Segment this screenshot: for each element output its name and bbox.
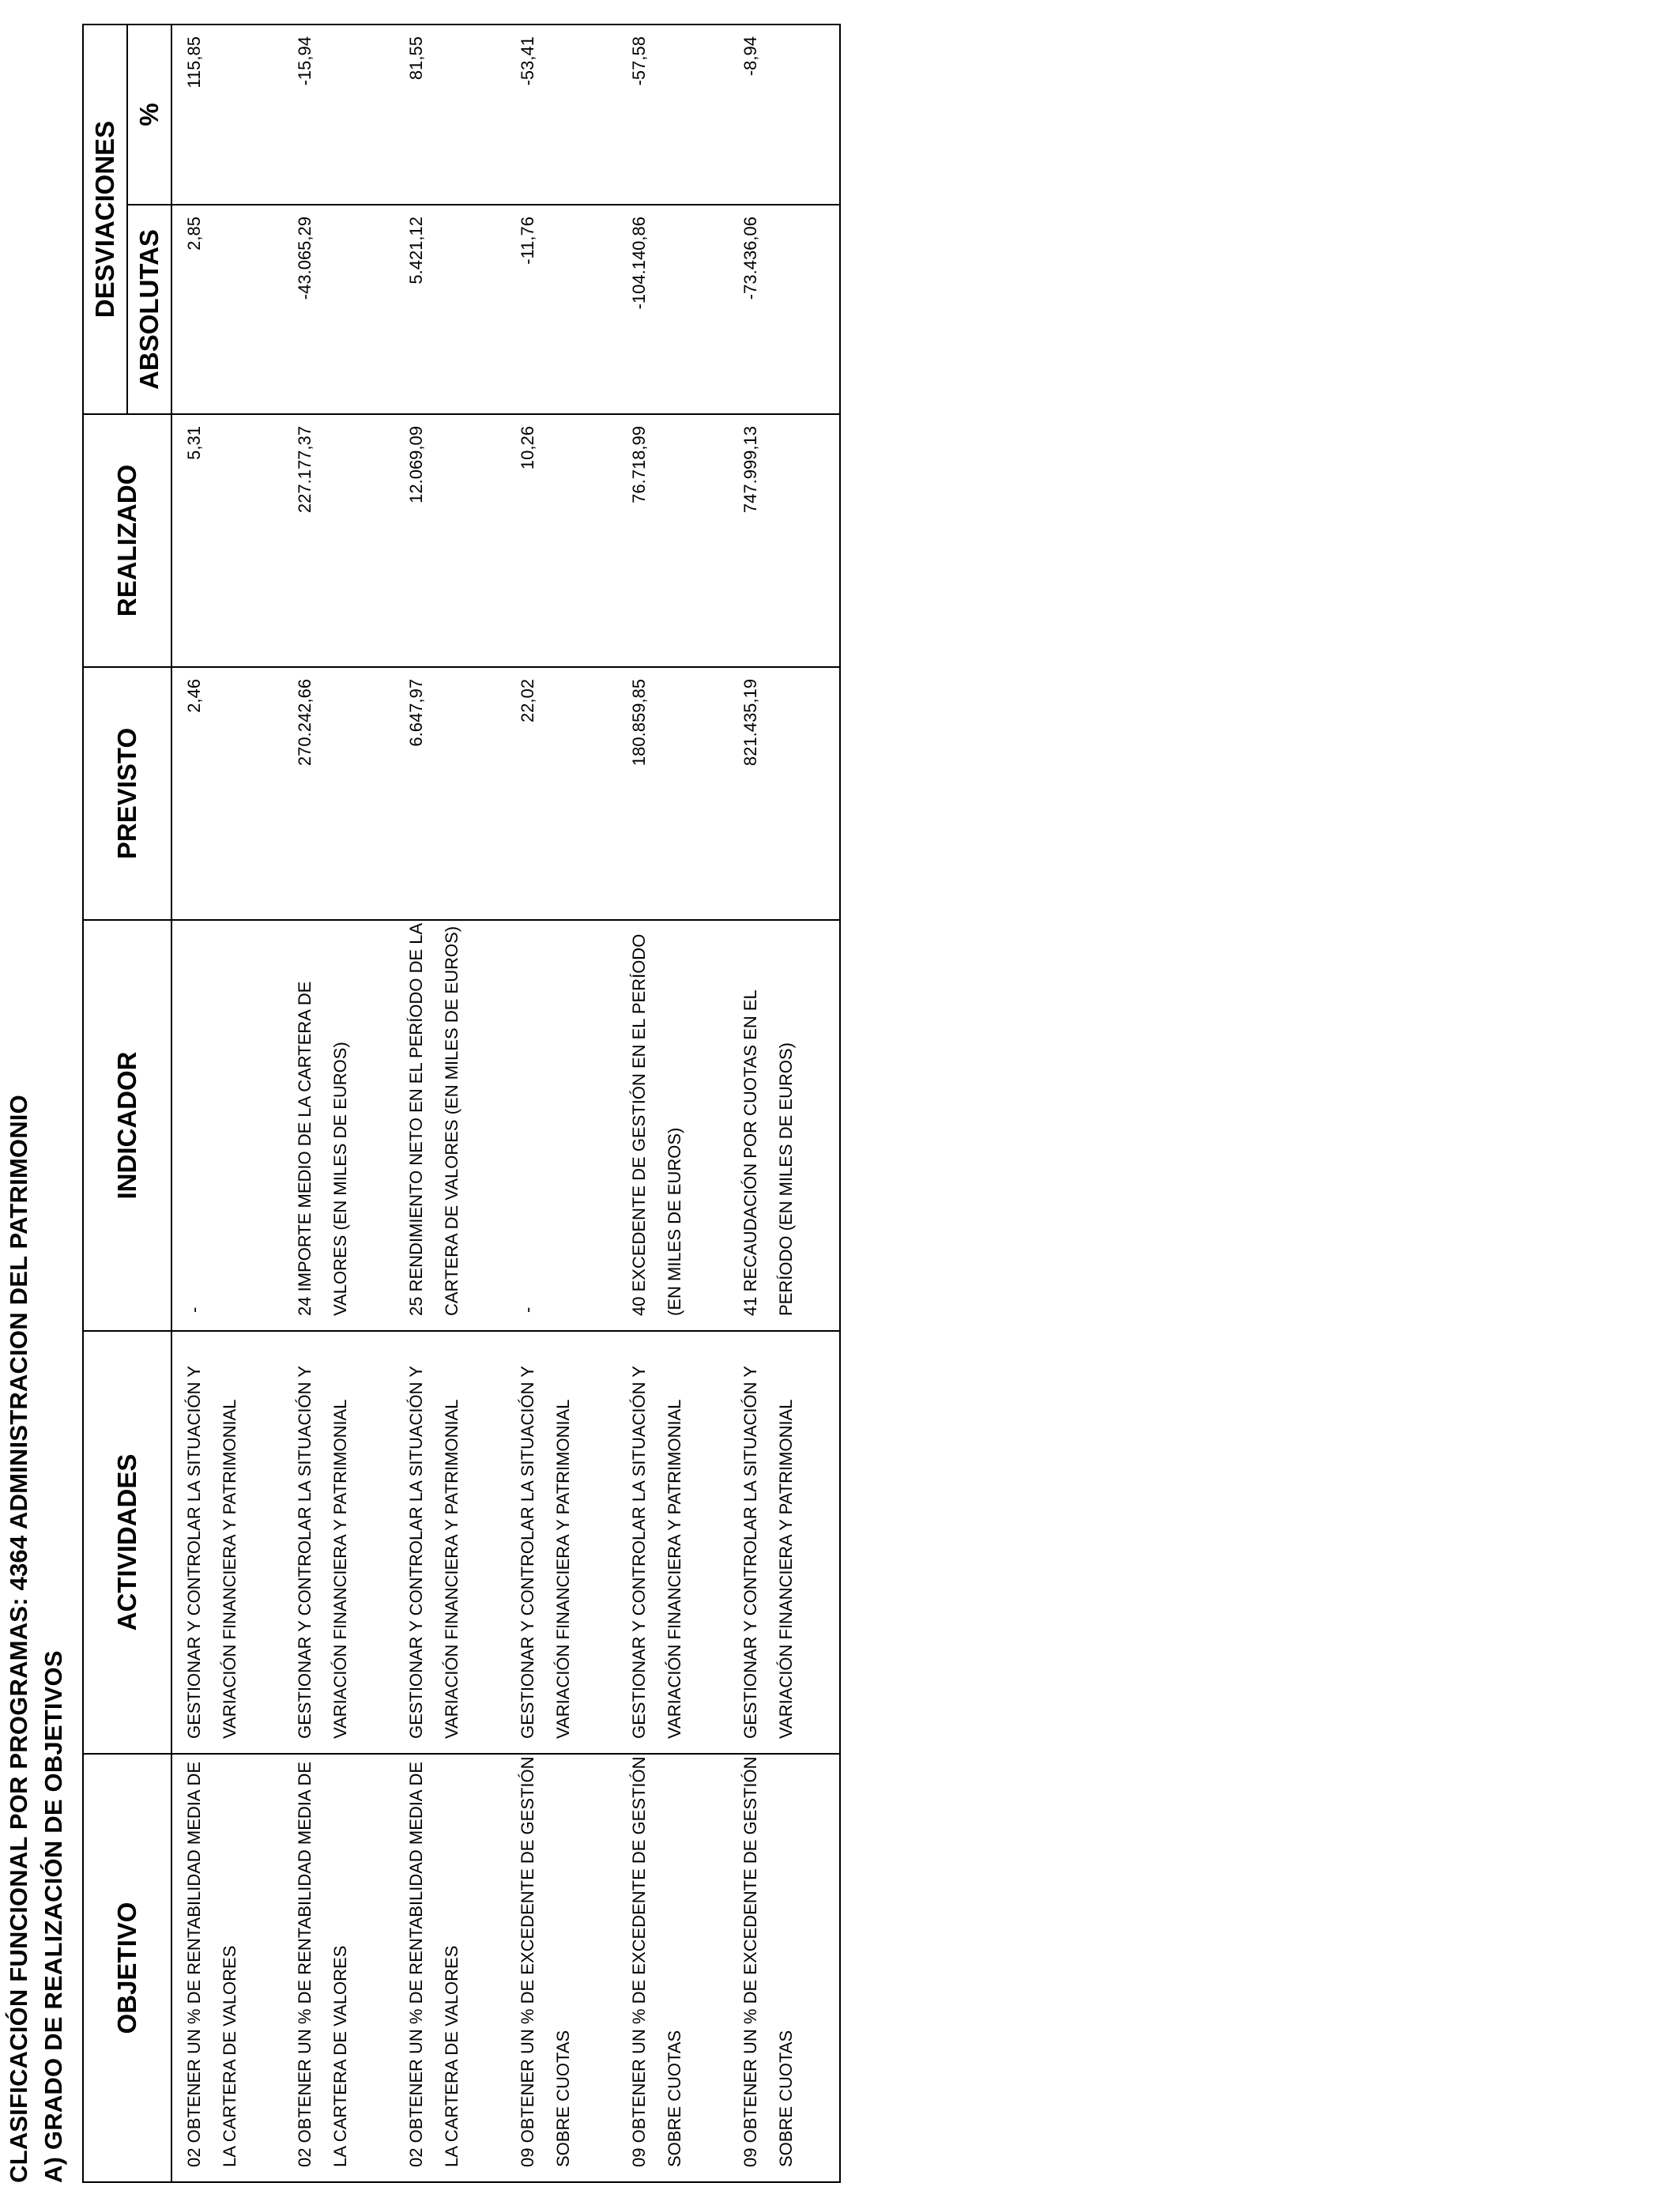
cell-realizado	[506, 414, 617, 667]
table-row	[394, 25, 506, 2182]
indicador-text: -	[518, 1306, 537, 1313]
realizado-value: 5,31	[184, 426, 204, 460]
cell-previsto	[171, 667, 283, 920]
cell-realizado	[171, 414, 283, 667]
cell-objetivo	[283, 1754, 394, 2182]
indicador-text: -	[184, 1306, 204, 1313]
cell-objetivo	[617, 1754, 729, 2182]
cell-realizado	[394, 414, 506, 667]
cell-indicador	[283, 920, 394, 1331]
header-absolutas: ABSOLUTAS	[127, 205, 171, 414]
cell-indicador	[506, 920, 617, 1331]
absolutas-value: -43.065,29	[295, 217, 315, 300]
indicador-text: 24 IMPORTE MEDIO DE LA CARTERA DE VALORES (EN MILES DE EUROS)	[295, 981, 350, 1316]
porcentaje-value: -15,94	[295, 36, 315, 86]
cell-actividades	[506, 1331, 617, 1754]
cell-actividades	[617, 1331, 729, 1754]
realizado-value: 227.177,37	[295, 426, 315, 514]
actividades-text: GESTIONAR Y CONTROLAR LA SITUACIÓN Y VARIACIÓN FINANCIERA Y PATRIMONIAL	[406, 1366, 461, 1739]
table-row	[171, 25, 283, 2182]
document-subtitle: A) GRADO DE REALIZACIÓN DE OBJETIVOS	[40, 1650, 67, 2183]
cell-absolutas	[171, 205, 283, 414]
absolutas-value: -11,76	[518, 217, 537, 265]
cell-previsto	[617, 667, 729, 920]
indicador-text: 40 EXCEDENTE DE GESTIÓN EN EL PERÍODO (EN MILES DE EUROS)	[629, 933, 684, 1316]
porcentaje-value: -53,41	[518, 36, 537, 86]
cell-absolutas	[617, 205, 729, 414]
actividades-text: GESTIONAR Y CONTROLAR LA SITUACIÓN Y VARIACIÓN FINANCIERA Y PATRIMONIAL	[518, 1366, 573, 1739]
table-row	[283, 25, 394, 2182]
cell-actividades	[283, 1331, 394, 1754]
cell-porcentaje	[617, 25, 729, 205]
cell-objetivo	[394, 1754, 506, 2182]
cell-absolutas	[283, 205, 394, 414]
cell-realizado	[729, 414, 840, 667]
table-row	[506, 25, 617, 2182]
realizado-value: 12.069,09	[406, 426, 426, 503]
porcentaje-value: -8,94	[740, 36, 760, 77]
previsto-value: 180.859,85	[629, 679, 649, 767]
objetivo-text: 02 OBTENER UN % DE RENTABILIDAD MEDIA DE LA CARTERA DE VALORES	[406, 1761, 461, 2167]
porcentaje-value: 115,85	[184, 36, 204, 89]
realizado-value: 747.999,13	[740, 426, 760, 514]
actividades-text: GESTIONAR Y CONTROLAR LA SITUACIÓN Y VARIACIÓN FINANCIERA Y PATRIMONIAL	[740, 1366, 796, 1739]
cell-objetivo	[729, 1754, 840, 2182]
absolutas-value: 2,85	[184, 217, 204, 251]
cell-realizado	[617, 414, 729, 667]
realizado-value: 10,26	[518, 426, 537, 470]
previsto-value: 2,46	[184, 679, 204, 713]
cell-porcentaje	[171, 25, 283, 205]
cell-objetivo	[171, 1754, 283, 2182]
header-desviaciones: DESVIACIONES	[83, 25, 127, 414]
previsto-value: 22,02	[518, 679, 537, 723]
cell-porcentaje	[283, 25, 394, 205]
realizado-value: 76.718,99	[629, 426, 649, 503]
previsto-value: 821.435,19	[740, 679, 760, 767]
cell-porcentaje	[394, 25, 506, 205]
porcentaje-value: -57,58	[629, 36, 649, 86]
objetivo-text: 09 OBTENER UN % DE EXCEDENTE DE GESTIÓN SOBRE CUOTAS	[740, 1756, 796, 2167]
cell-indicador	[394, 920, 506, 1331]
cell-actividades	[394, 1331, 506, 1754]
header-realizado: REALIZADO	[83, 414, 171, 667]
table-body	[171, 25, 840, 2182]
absolutas-value: -104.140,86	[629, 217, 649, 310]
actividades-text: GESTIONAR Y CONTROLAR LA SITUACIÓN Y VARIACIÓN FINANCIERA Y PATRIMONIAL	[184, 1366, 239, 1739]
header-previsto: PREVISTO	[83, 667, 171, 920]
table-row	[617, 25, 729, 2182]
cell-previsto	[283, 667, 394, 920]
document-title: CLASIFICACIÓN FUNCIONAL POR PROGRAMAS: 4364 ADMINISTRACION DEL PATRIMONIO	[5, 1095, 32, 2183]
table-row	[729, 25, 840, 2182]
cell-indicador	[171, 920, 283, 1331]
actividades-text: GESTIONAR Y CONTROLAR LA SITUACIÓN Y VARIACIÓN FINANCIERA Y PATRIMONIAL	[295, 1366, 350, 1739]
cell-previsto	[506, 667, 617, 920]
cell-actividades	[729, 1331, 840, 1754]
cell-porcentaje	[729, 25, 840, 205]
objetivo-text: 02 OBTENER UN % DE RENTABILIDAD MEDIA DE LA CARTERA DE VALORES	[184, 1761, 239, 2167]
indicador-text: 25 RENDIMIENTO NETO EN EL PERÍODO DE LA CARTERA DE VALORES (EN MILES DE EUROS)	[406, 924, 461, 1316]
previsto-value: 6.647,97	[406, 679, 426, 747]
absolutas-value: 5.421,12	[406, 217, 426, 285]
cell-objetivo	[506, 1754, 617, 2182]
header-indicador: INDICADOR	[83, 920, 171, 1331]
cell-actividades	[171, 1331, 283, 1754]
cell-indicador	[617, 920, 729, 1331]
indicador-text: 41 RECAUDACIÓN POR CUOTAS EN EL PERÍODO (EN MILES DE EUROS)	[740, 990, 796, 1316]
header-objetivo: OBJETIVO	[83, 1754, 171, 2182]
porcentaje-value: 81,55	[406, 36, 426, 81]
cell-previsto	[729, 667, 840, 920]
cell-indicador	[729, 920, 840, 1331]
objetivo-text: 02 OBTENER UN % DE RENTABILIDAD MEDIA DE LA CARTERA DE VALORES	[295, 1761, 350, 2167]
objetivo-text: 09 OBTENER UN % DE EXCEDENTE DE GESTIÓN SOBRE CUOTAS	[629, 1756, 684, 2167]
objectives-table	[82, 24, 841, 2183]
cell-absolutas	[394, 205, 506, 414]
actividades-text: GESTIONAR Y CONTROLAR LA SITUACIÓN Y VARIACIÓN FINANCIERA Y PATRIMONIAL	[629, 1366, 684, 1739]
cell-previsto	[394, 667, 506, 920]
header-porcentaje: %	[127, 25, 171, 205]
cell-absolutas	[729, 205, 840, 414]
cell-porcentaje	[506, 25, 617, 205]
absolutas-value: -73.436,06	[740, 217, 760, 300]
objetivo-text: 09 OBTENER UN % DE EXCEDENTE DE GESTIÓN SOBRE CUOTAS	[518, 1756, 573, 2167]
cell-absolutas	[506, 205, 617, 414]
cell-realizado	[283, 414, 394, 667]
header-actividades: ACTIVIDADES	[83, 1331, 171, 1754]
previsto-value: 270.242,66	[295, 679, 315, 767]
